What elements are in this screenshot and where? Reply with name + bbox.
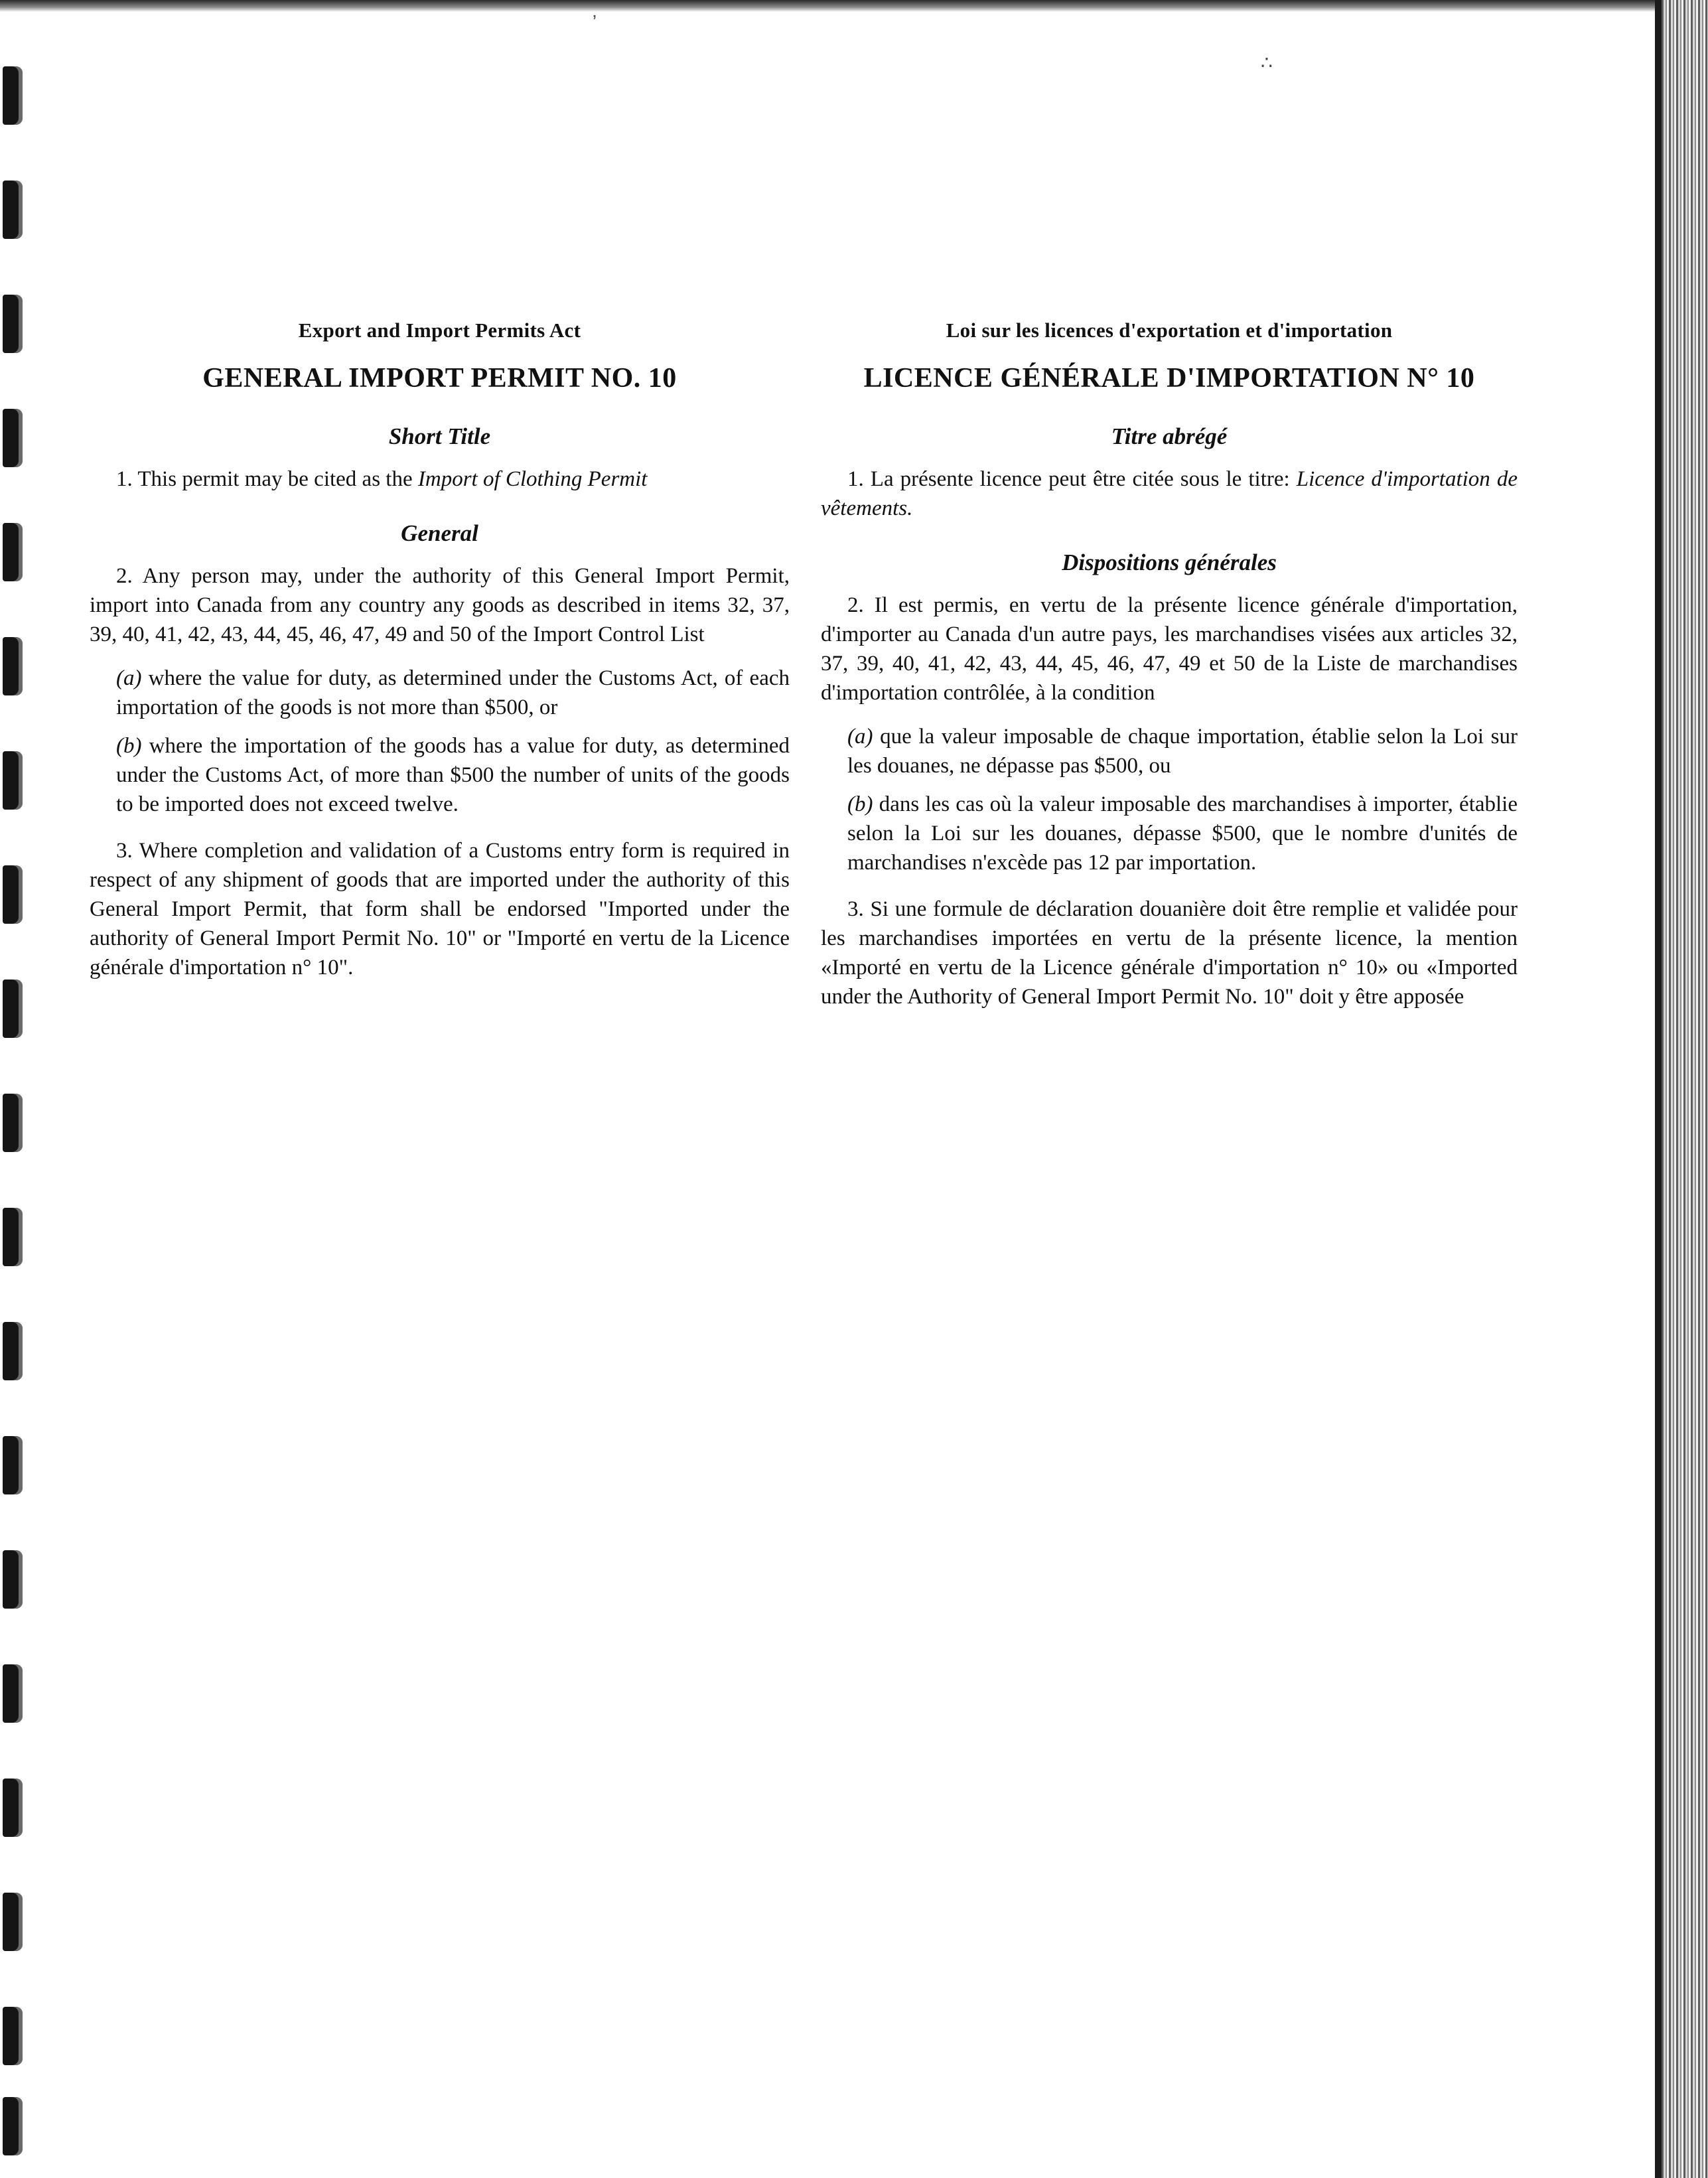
short-title-heading: Titre abrégé bbox=[1111, 423, 1228, 449]
short-title-heading: Short Title bbox=[388, 423, 491, 449]
section-2b: (b) where the importation of the goods has a value for duty, as determined under the Customs Act, of more than $500 the number of units of the goods to be imported does not exceed twelve. bbox=[116, 734, 790, 816]
binding-hole bbox=[3, 1094, 23, 1152]
scan-speck: ʼ bbox=[593, 12, 597, 33]
permit-short-title: Licence d'importation de vêtements. bbox=[821, 467, 1518, 520]
general-heading: General bbox=[401, 520, 478, 546]
binding-hole bbox=[3, 751, 23, 810]
section-1-text: 1. This permit may be cited as the Import of Clothing Permit bbox=[116, 467, 648, 491]
section-1 bbox=[821, 465, 1518, 523]
section-3-text: 3. Where completion and validation of a Customs entry form is required in respect of any shipment of goods that are imported under the authority of this General Import Permit, that form shall be endorsed "Imported under the authority of General Import Permit No. 10" or "Importé en vertu de la Licence générale d'importation n° 10". bbox=[90, 839, 790, 980]
section-3-text: 3. Si une formule de déclaration douanière doit être remplie et validée pour les marchandises importées en vertu de la présente licence, la mention «Importé en vertu de la Licence générale d'importation n° 10» ou «Imported under the Authority of General Import Permit No. 10" doit y être apposée bbox=[821, 897, 1518, 1009]
binding-hole bbox=[3, 865, 23, 924]
general-heading: Dispositions générales bbox=[1062, 549, 1277, 575]
binding-hole bbox=[3, 1893, 23, 1951]
binding-hole bbox=[3, 637, 23, 695]
french-column bbox=[821, 319, 1518, 1026]
binding-hole bbox=[3, 1208, 23, 1266]
binding-hole bbox=[3, 2007, 23, 2065]
permit-title: LICENCE GÉNÉRALE D'IMPORTATION N° 10 bbox=[863, 363, 1475, 394]
act-title: Export and Import Permits Act bbox=[298, 319, 581, 342]
binding-hole bbox=[3, 980, 23, 1038]
permit-short-title: Import of Clothing Permit bbox=[417, 467, 648, 491]
act-title: Loi sur les licences d'exportation et d'importation bbox=[946, 319, 1393, 342]
section-1-text: 1. La présente licence peut être citée sous le titre: Licence d'importation de vêtements. bbox=[821, 467, 1518, 520]
binding-hole bbox=[3, 181, 23, 239]
section-2-text: 2. Il est permis, en vertu de la présente licence générale d'importation, d'importer au Canada d'un autre pays, les marchandises visées aux articles 32, 37, 39, 40, 41, 42, 43, 44, 45, 46, 47, 49 et 50 de la Liste de marchandises d'importation contrôlée, à la condition bbox=[821, 593, 1518, 705]
scan-speck: ∴ bbox=[1261, 52, 1273, 73]
binding-hole bbox=[3, 66, 23, 125]
binding-hole bbox=[3, 1779, 23, 1837]
section-2a: (a) que la valeur imposable de chaque importation, établie selon la Loi sur les douanes, ne dépasse pas $500, ou bbox=[847, 725, 1518, 778]
binding-hole bbox=[3, 2097, 23, 2155]
english-column bbox=[90, 319, 790, 997]
section-2-text: 2. Any person may, under the authority of this General Import Permit, import into Canada from any country any goods as described in items 32, 37, 39, 40, 41, 42, 43, 44, 45, 46, 47, 49 and 50 of the Import Control List bbox=[90, 564, 790, 646]
scan-right-edge bbox=[1655, 0, 1708, 2178]
section-2b: (b) dans les cas où la valeur imposable des marchandises à importer, établie selon la Loi sur les douanes, dépasse $500, que le nombre d'unités de marchandises n'excède pas 12 par importation. bbox=[847, 792, 1518, 875]
binding-hole bbox=[3, 409, 23, 467]
binding-hole bbox=[3, 295, 23, 353]
binding-hole bbox=[3, 1322, 23, 1380]
section-2a: (a) where the value for duty, as determined under the Customs Act, of each importation of the goods is not more than $500, or bbox=[116, 666, 790, 719]
binding-hole bbox=[3, 1436, 23, 1494]
scan-top-edge bbox=[0, 0, 1708, 12]
binding-hole bbox=[3, 523, 23, 581]
binding-hole bbox=[3, 1664, 23, 1723]
binding-holes bbox=[0, 0, 28, 2178]
section-1 bbox=[90, 465, 790, 494]
permit-title: GENERAL IMPORT PERMIT NO. 10 bbox=[202, 363, 677, 394]
binding-hole bbox=[3, 1550, 23, 1609]
